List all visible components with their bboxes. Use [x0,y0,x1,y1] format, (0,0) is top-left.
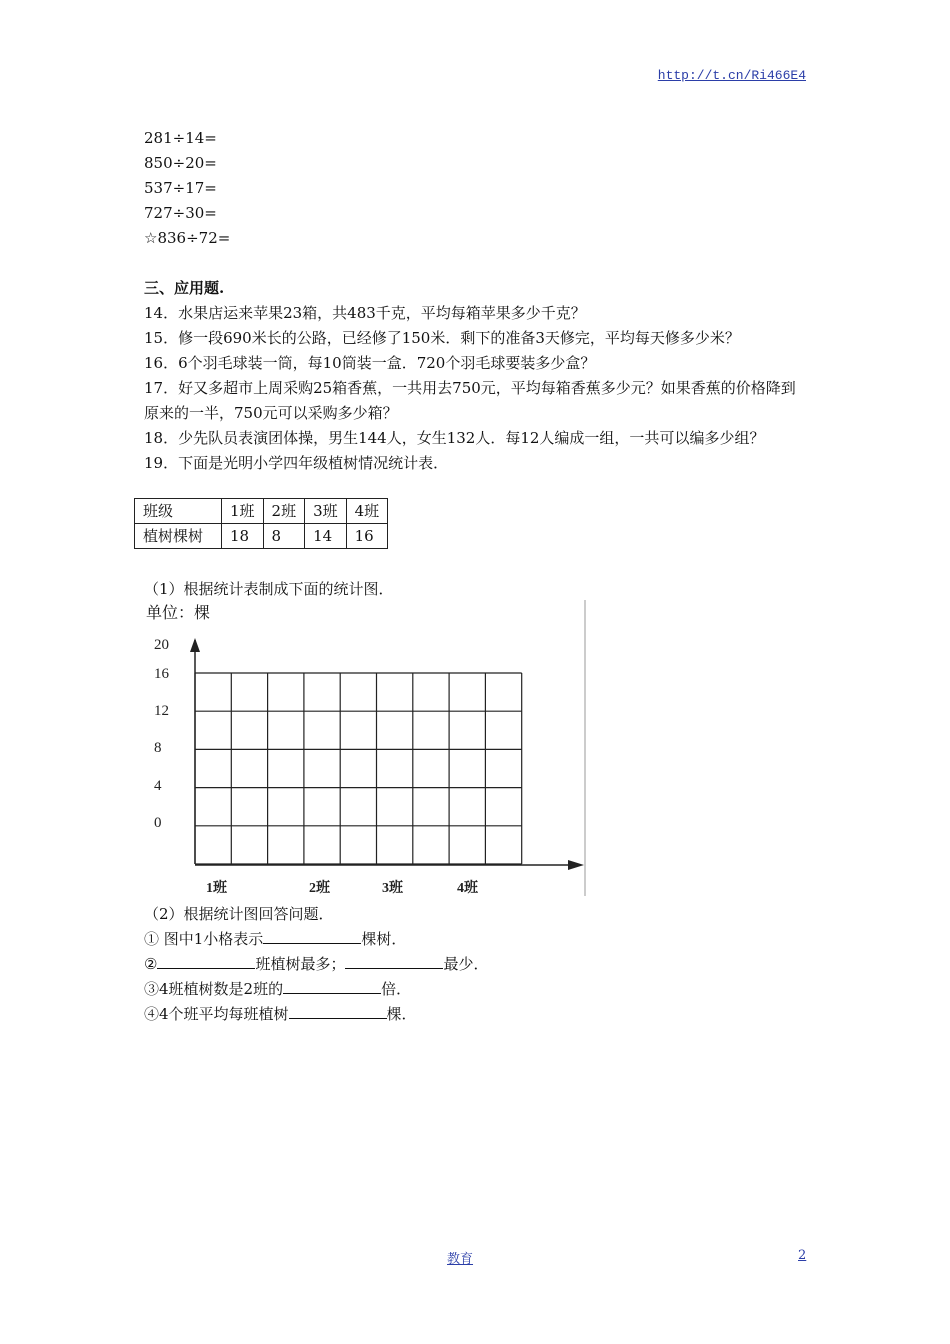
table-header-row [135,499,388,524]
table-value-cell: 16 [346,524,388,549]
y-tick-label: 16 [154,666,169,682]
y-tick-label: 0 [154,815,162,831]
table-header-label: 班级 [135,499,222,524]
sub-question-1: （1）根据统计表制成下面的统计图． [144,580,394,598]
answer-q2 [144,952,488,977]
table-value-cell: 18 [222,524,264,549]
bar-chart-grid [144,600,586,897]
problem-18: 18．少先队员表演团体操，男生144人，女生132人．每12人编成一组，一共可以编多少组？ [144,429,765,447]
y-axis-arrow [190,638,200,652]
problem-19: 19．下面是光明小学四年级植树情况统计表． [144,454,449,472]
y-tick-label: 20 [154,637,169,653]
answer-blank[interactable] [345,952,443,969]
calc-item: 281÷14= [144,129,217,147]
x-category-label: 4班 [457,881,478,896]
calc-item: 537÷17= [144,179,217,197]
header-url-link[interactable]: http://t.cn/Ri466E4 [657,68,806,83]
table-value-cell: 14 [305,524,347,549]
table-value-cell: 8 [263,524,305,549]
y-tick-label: 8 [154,740,162,756]
problem-14: 14．水果店运来苹果23箱，共483千克，平均每箱苹果多少千克？ [144,304,586,322]
table-class-cell: 1班 [222,499,264,524]
answer-blank[interactable] [289,1002,387,1019]
section-title: 三、应用题. [144,279,225,297]
x-axis-arrow [568,860,584,870]
calc-item: 850÷20= [144,154,217,172]
answer-blank[interactable] [157,952,255,969]
answer-q3 [144,977,488,1002]
answer-q2-middle: 班植树最多； [255,955,346,973]
stats-table [134,498,388,549]
answer-q4-prefix: ④4个班平均每班植树 [144,1005,289,1023]
problem-17: 17．好又多超市上周采购25箱香蕉，一共用去750元，平均每箱香蕉多少元？如果香蕉的价格降到原来的一半，750元可以采购多少箱？ [144,379,796,422]
y-tick-label: 4 [154,778,162,794]
answer-q2-suffix: 最少． [443,955,489,973]
problem-16: 16．6个羽毛球装一筒，每10筒装一盒．720个羽毛球要装多少盒？ [144,354,596,372]
calc-item: 727÷30= [144,204,217,222]
answer-q2-prefix: ② [144,955,158,973]
x-category-label: 1班 [206,881,227,896]
x-category-label: 2班 [309,881,330,896]
answer-q1 [144,927,488,952]
calculation-list [144,126,230,251]
page-number: 2 [798,1248,807,1263]
chart-area [144,600,586,897]
y-tick-label: 12 [154,703,169,719]
table-row-label: 植树棵树 [135,524,222,549]
answer-q1-suffix: 棵树． [361,930,407,948]
answer-q4-suffix: 棵． [386,1005,417,1023]
table-class-cell: 4班 [346,499,388,524]
footer-link[interactable]: 教育 [447,1252,474,1267]
problem-list [144,301,806,476]
table-value-row [135,524,388,549]
table-class-cell: 3班 [305,499,347,524]
answer-section [144,902,488,1027]
sub-question-2: （2）根据统计图回答问题． [144,905,334,923]
table-class-cell: 2班 [263,499,305,524]
answer-blank[interactable] [263,927,361,944]
answer-blank[interactable] [283,977,381,994]
answer-q3-prefix: ③4班植树数是2班的 [144,980,284,998]
chart-unit-label: 单位：棵 [146,603,211,622]
answer-q1-prefix: ① 图中1小格表示 [144,930,264,948]
problem-15: 15．修一段690米长的公路，已经修了150米．剩下的准备3天修完，平均每天修多少米？ [144,329,740,347]
answer-q3-suffix: 倍． [381,980,412,998]
calc-item: ☆836÷72= [144,229,231,247]
x-category-label: 3班 [382,881,403,896]
answer-q4 [144,1002,488,1027]
